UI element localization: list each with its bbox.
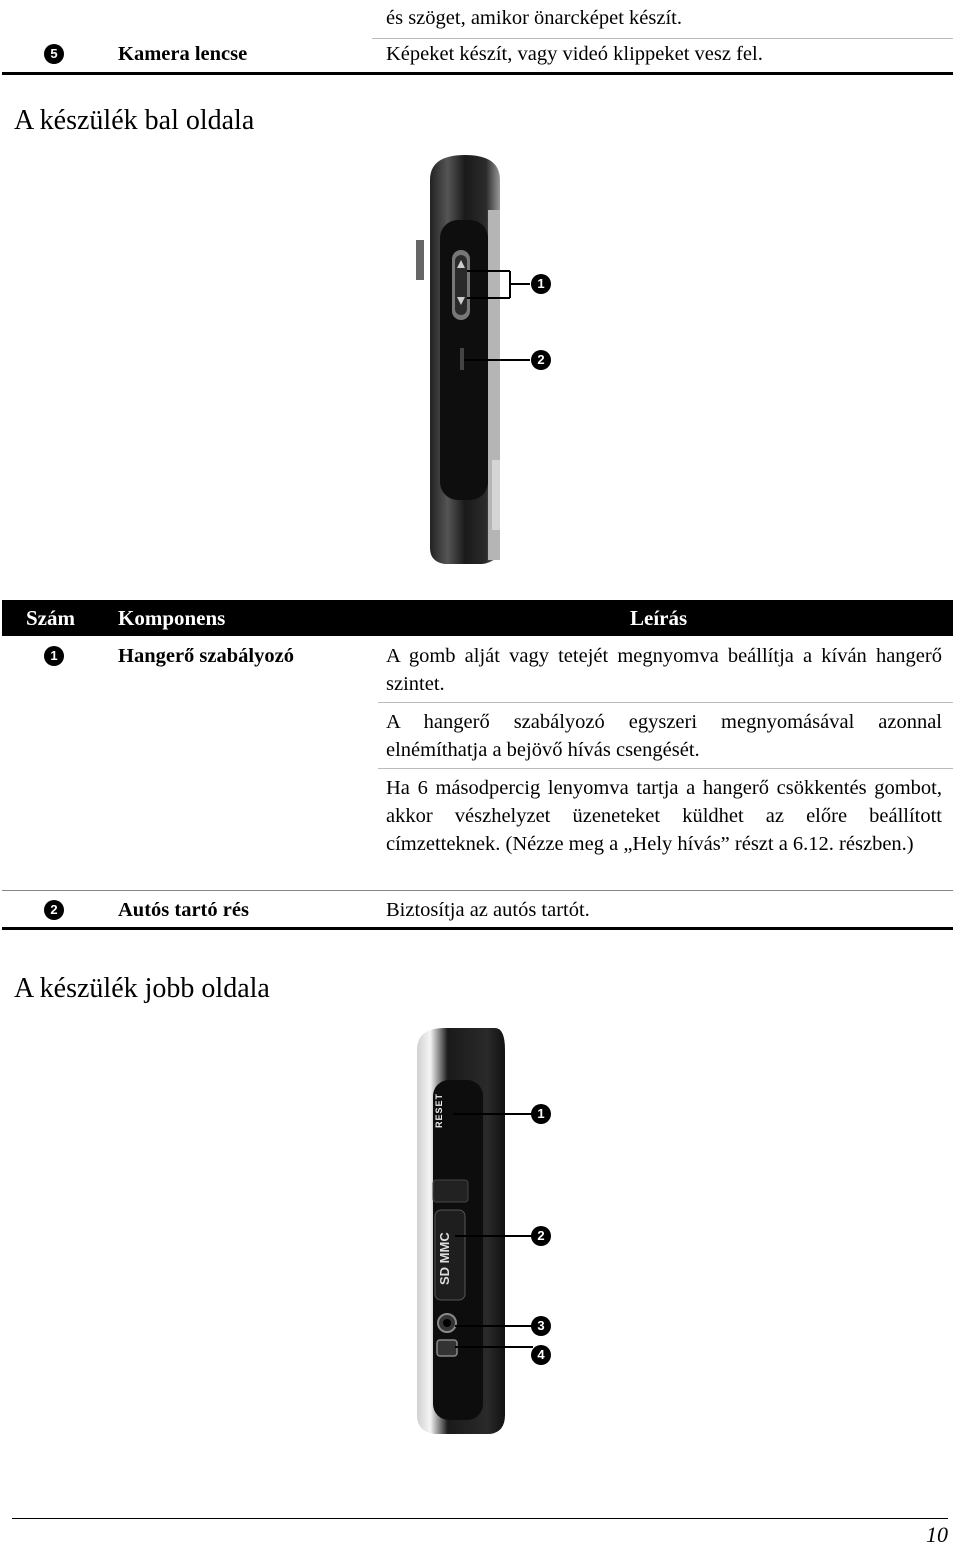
right-callout-3: 3 xyxy=(531,1316,551,1336)
row-badge-5: 5 xyxy=(44,44,64,64)
header-description: Leírás xyxy=(630,606,688,630)
table-bottom-rule xyxy=(2,927,953,930)
right-side-heading: A készülék jobb oldala xyxy=(14,973,270,1004)
right-callout-4: 4 xyxy=(531,1345,551,1365)
row-divider xyxy=(378,768,953,769)
description-kamera-lencse: Képeket készít, vagy videó klippeket vesz fel. xyxy=(386,43,763,65)
description-hangero-1: A gomb alját vagy tetejét megnyomva beállítja a kíván hangerő szintet. xyxy=(386,645,942,695)
row-badge-2: 2 xyxy=(44,900,64,920)
reset-label: RESET xyxy=(434,1092,444,1128)
row-divider xyxy=(2,890,953,891)
sd-mmc-label: SD MMC xyxy=(437,1232,452,1285)
header-number: Szám xyxy=(26,606,75,630)
left-side-heading: A készülék bal oldala xyxy=(14,105,255,136)
row-badge-1: 1 xyxy=(44,646,64,666)
right-callout-2: 2 xyxy=(531,1226,551,1246)
continuation-text: és szöget, amikor önarcképet készít. xyxy=(386,7,682,29)
table-bottom-rule xyxy=(2,72,953,75)
footer-rule xyxy=(12,1518,948,1519)
row-divider xyxy=(378,702,953,703)
component-autos-tarto: Autós tartó rés xyxy=(118,899,249,921)
component-hangero: Hangerő szabályozó xyxy=(118,645,294,667)
left-callout-2: 2 xyxy=(531,350,551,370)
description-hangero-3: Ha 6 másodpercig lenyomva tartja a hangerő csökkentés gombot, akkor vészhelyzet üzeneteket küldhet az előre beállított címzetteknek. (Nézze meg a „Hely hívás” részt a 6.12. részben.) xyxy=(386,777,942,855)
left-callout-1: 1 xyxy=(531,274,551,294)
page-number: 10 xyxy=(926,1522,948,1547)
header-component: Komponens xyxy=(118,606,226,630)
description-autos-tarto: Biztosítja az autós tartót. xyxy=(386,899,590,921)
right-callout-1: 1 xyxy=(531,1104,551,1124)
description-hangero-2: A hangerő szabályozó egyszeri megnyomásával azonnal elnémíthatja a bejövő hívás csengését. xyxy=(386,711,942,761)
table-header xyxy=(2,600,953,636)
row-divider xyxy=(372,38,953,39)
component-kamera-lencse: Kamera lencse xyxy=(118,43,248,65)
